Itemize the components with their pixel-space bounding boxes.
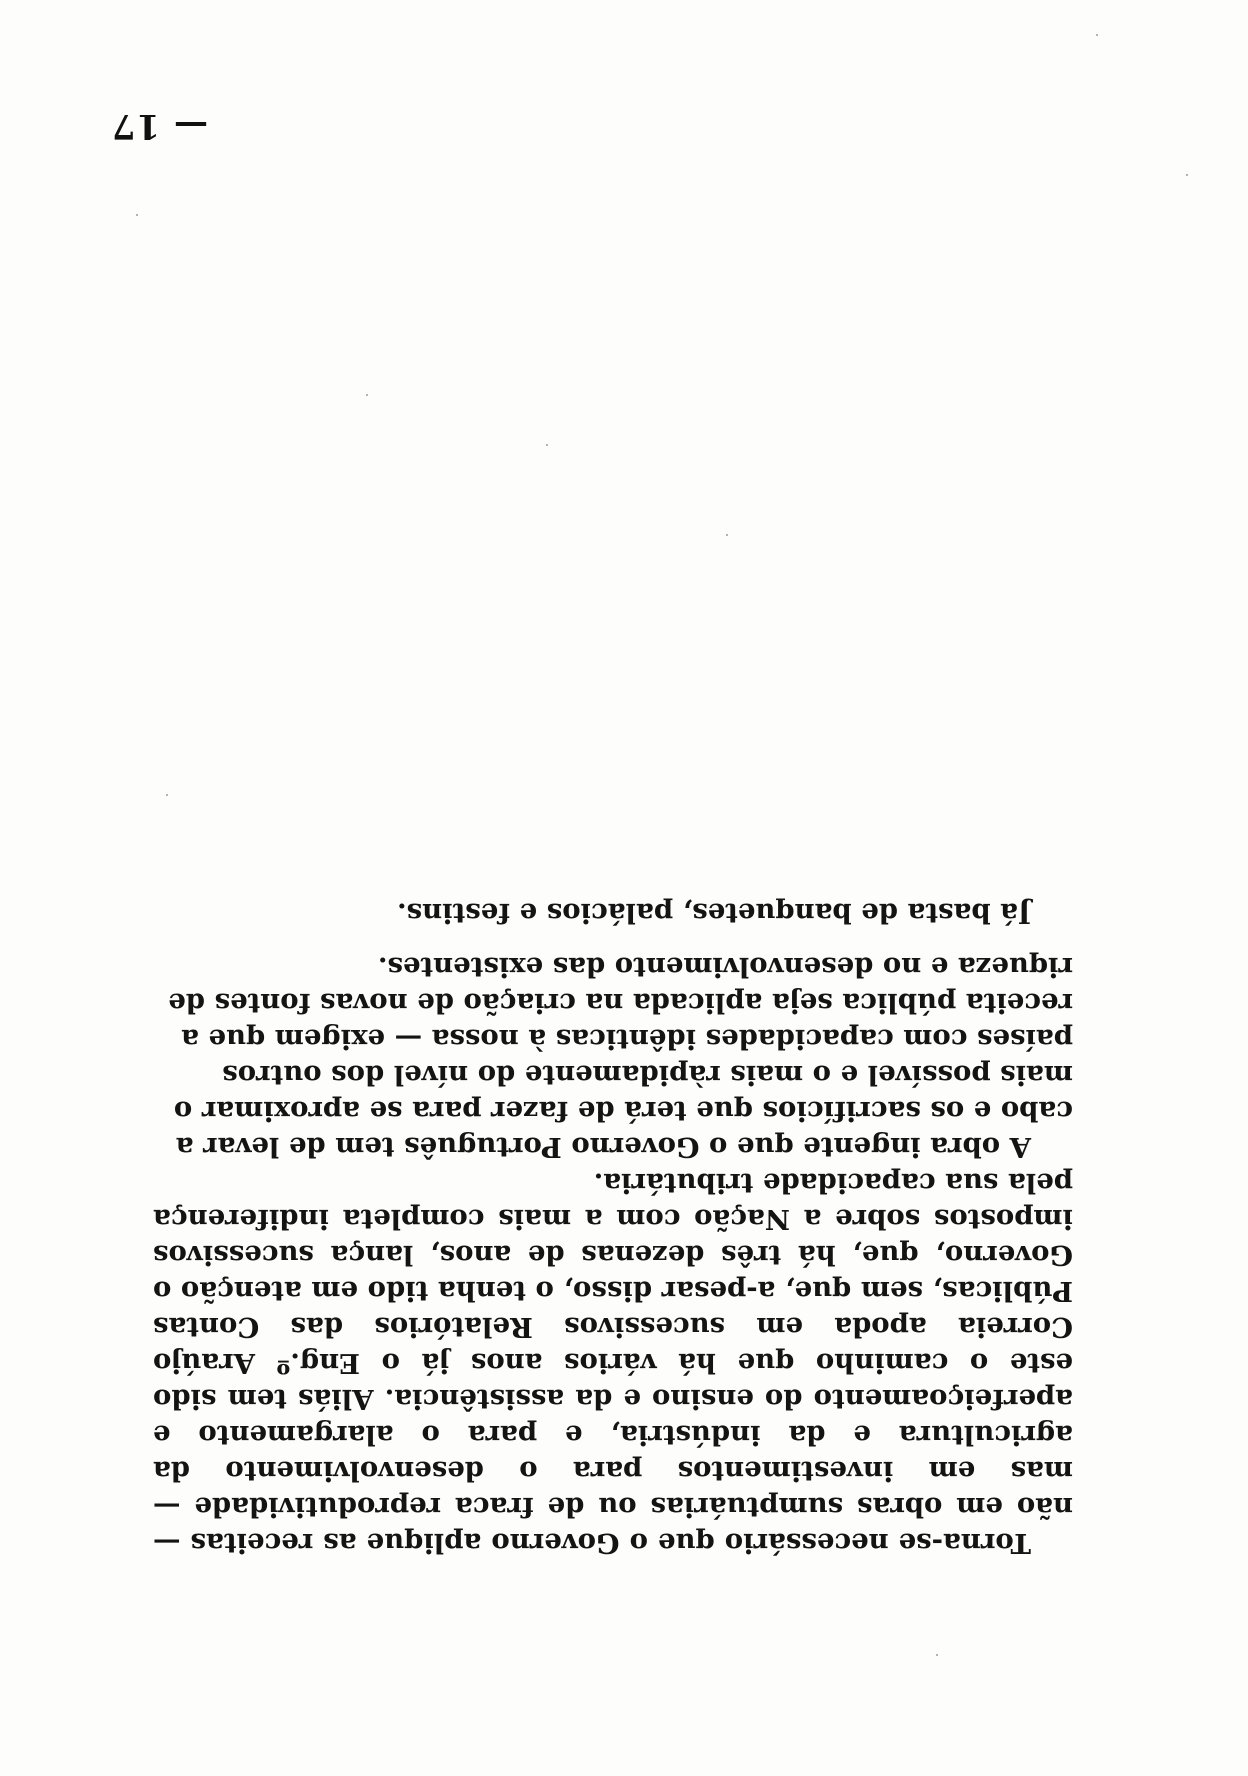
paper-speck bbox=[136, 214, 138, 216]
closing-line: Já basta de banquetes, palácios e festins. bbox=[397, 897, 1031, 929]
paragraph-1: Torna-se necessário que o Governo aplique as receitas — não em obras sumptuárias ou de fraca reprodutividade — mas em investimentos para o desenvolvimento da agricultura e da indústria, e para o alargamento e aperfeiçoamento do ensino e da assistência. Aliás tem sido este o caminho que há vários anos já o Eng.º Araújo Correia apoda em sucessivos Relatórios das Contas Públicas, sem que, a-pesar disso, o tenha tido em atenção o Governo, que, há três dezenas de anos, lança sucessivos impostos sobre a Nação com a mais completa indiferença pela sua capacidade tributária. bbox=[153, 1167, 1073, 1559]
page-number: — 17 bbox=[110, 106, 208, 146]
paper-speck bbox=[726, 534, 728, 536]
body-text bbox=[153, 895, 1073, 1561]
paper-speck bbox=[366, 394, 368, 396]
paper-speck bbox=[166, 794, 168, 796]
paper-speck bbox=[546, 444, 548, 446]
paper-speck bbox=[1186, 174, 1188, 176]
paragraph-2: A obra ingente que o Governo Português tem de levar a cabo e os sacrifícios que terá de fazer para se aproximar o mais possível e o mais ràpidamente do nível dos outros países com capacidades idênticas à nossa — exigem que a receita pública seja aplicada na criação de novas fontes de riqueza e no desenvolvimento das existentes. bbox=[168, 951, 1073, 1163]
paper-speck bbox=[1096, 34, 1098, 36]
paper-speck bbox=[936, 1654, 938, 1656]
